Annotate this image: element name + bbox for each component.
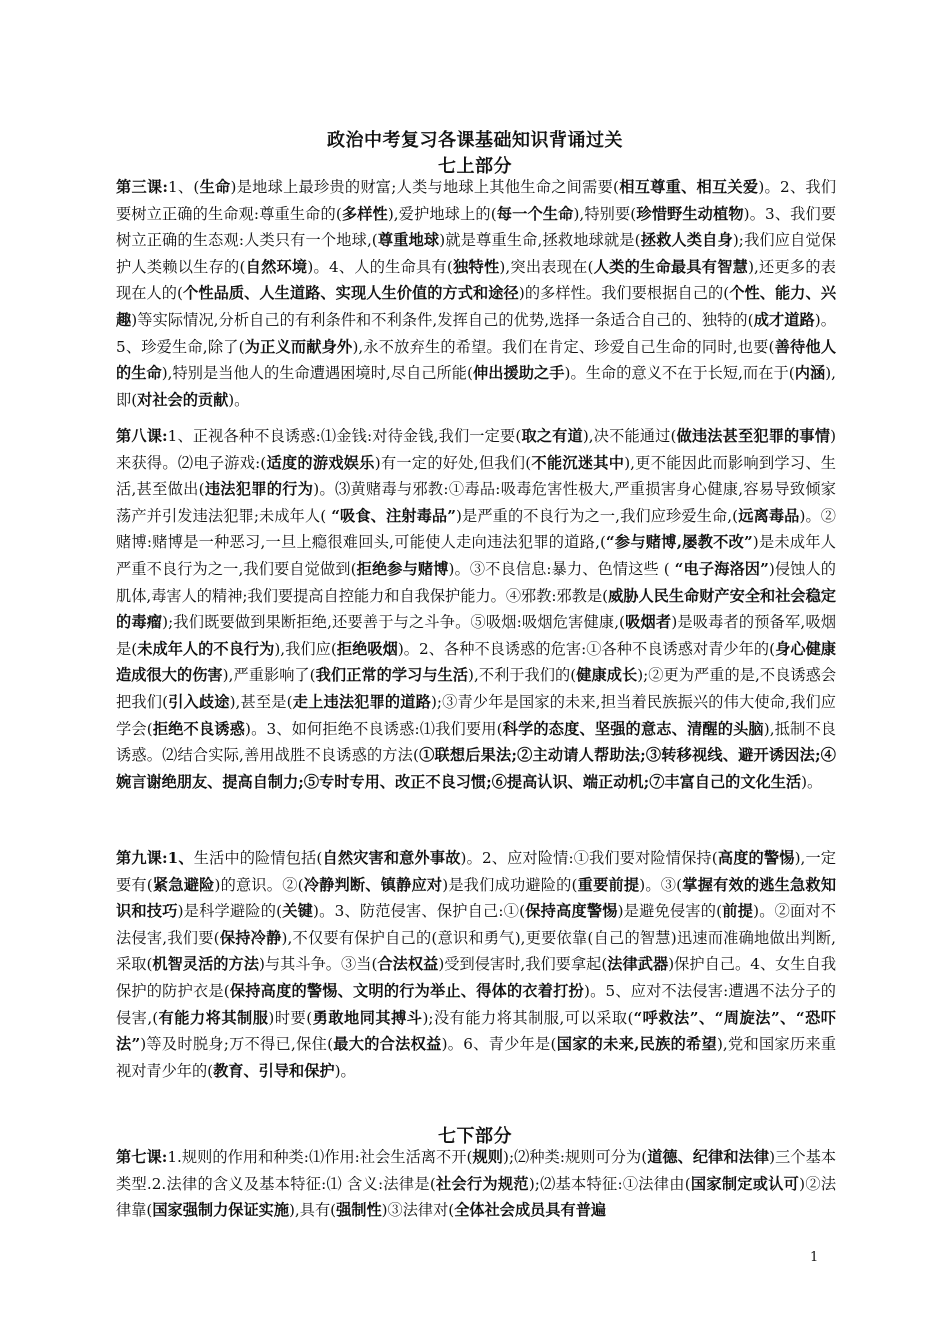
bold-text-run: 生命 <box>199 178 231 196</box>
text-run: )。③不良信息:暴力、色情这些 ( <box>448 559 675 578</box>
bold-text-run: 道德、纪律和法律 <box>647 1148 770 1166</box>
bold-text-run: 规则 <box>472 1148 504 1166</box>
bold-text-run: 自然环境 <box>245 257 308 276</box>
bold-text-run: 第七课: <box>116 1148 168 1166</box>
text-run: )。②赌博:赌博是一种恶习,一旦上瘾很难回头,可能使人走向违法犯罪的道路,( <box>116 506 836 552</box>
paragraph-lesson-7 <box>116 1144 836 1224</box>
text-run: 1、正视各种不良诱惑:⑴金钱:对待金钱,我们一定要( <box>167 427 522 445</box>
bold-text-run: 科学的态度、坚强的意志、清醒的头脑 <box>502 719 764 738</box>
bold-text-run: 个性、能力、兴趣 <box>116 284 837 329</box>
text-run: 1.规则的作用和种类:⑴作用:社会生活离不开( <box>167 1148 473 1166</box>
bold-text-run: 保持高度的警惕、文明的行为举止、得体的衣着打扮 <box>229 981 584 1000</box>
text-run: 1、( <box>167 178 200 196</box>
text-run: ),党和国家历来重视对青少年的( <box>116 1035 837 1080</box>
text-run: ),还更多的表现在人的( <box>116 257 836 303</box>
bold-text-run: 做违法甚至犯罪的事情 <box>676 427 831 445</box>
text-run: )。 <box>334 1061 356 1080</box>
bold-text-run: 人类的生命最具有智慧 <box>593 257 749 276</box>
bold-text-run: 每一个生命 <box>496 204 574 223</box>
text-run: )。3、防范侵害、保护自己:①( <box>313 902 526 921</box>
bold-text-run: 保持高度警惕 <box>525 902 618 921</box>
paragraph-lesson-3 <box>116 174 836 413</box>
bold-text-run: 威胁人民生命财产安全和社会稳定的毒瘤 <box>116 586 836 632</box>
bold-text-run: 远离毒品 <box>738 506 800 525</box>
text-run: )是严重的不良行为之一,我们应珍爱生命,( <box>455 506 739 525</box>
bold-text-run: 不能沉迷其中 <box>531 453 625 472</box>
text-run: )。③( <box>639 875 683 894</box>
bold-text-run: 拯救人类自身 <box>640 231 733 250</box>
text-run: ),永不放弃生的希望。我们在肯定、珍爱自己生命的同时,也要( <box>352 337 775 356</box>
bold-text-run: 为正义而献身外 <box>244 337 353 356</box>
text-run: )是科学避险的( <box>177 902 283 921</box>
text-run: )的意识。②( <box>214 875 304 894</box>
bold-text-run: ①联想后果法;②主动请人帮助法;③转移视线、避开诱因法;④婉言谢绝朋友、提高自制力;⑤专时专用、改正不良习惯;⑥提高认识、端正动机;⑦丰富自己的文化生活 <box>116 746 836 791</box>
bold-text-run: 多样性 <box>341 204 388 223</box>
text-run: )。2、各种不良诱惑的危害:①各种不良诱惑对青少年的( <box>397 639 776 658</box>
text-run: )②法律靠( <box>116 1174 837 1220</box>
text-run: ),不利于我们的( <box>468 666 577 685</box>
bold-text-run: 吸烟者 <box>624 613 672 632</box>
text-run: )侵蚀人的肌体,毒害人的精神;我们要提高自控能力和自我保护能力。④邪教:邪教是( <box>116 559 836 605</box>
bold-text-run: 引入歧途 <box>168 692 230 711</box>
text-run: )③法律对( <box>381 1201 455 1220</box>
bold-text-run: 高度的警惕 <box>717 849 795 867</box>
text-run: )与其斗争。③当( <box>258 955 378 974</box>
bold-text-run: 关键 <box>282 902 314 921</box>
bold-text-run: 成才道路 <box>753 310 815 329</box>
bold-text-run: 走上违法犯罪的道路 <box>292 692 431 711</box>
bold-text-run: 相互尊重、相互关爱 <box>618 178 759 196</box>
text-run: ),特别是当他人的生命遭遇困境时,尽自己所能( <box>161 364 473 383</box>
text-run: )是未成年人严重不良行为之一,我们要自觉做到( <box>116 533 836 578</box>
bold-text-run: 第八课: <box>116 427 168 445</box>
text-run: );⑵基本特征:①法律由( <box>528 1174 691 1193</box>
bold-text-run: 保持冷静 <box>219 928 282 947</box>
bold-text-run: 未成年人的不良行为 <box>137 639 275 658</box>
text-run: ),抵制不良诱惑。⑵结合实际,善用战胜不良诱惑的方法( <box>116 719 836 765</box>
text-run: )。3、如何拒绝不良诱惑:⑴我们要用( <box>244 719 503 738</box>
text-run: )有一定的好处,但我们( <box>374 453 532 472</box>
text-run: );我们既要做到果断拒绝,还要善于与之斗争。⑤吸烟:吸烟危害健康,( <box>162 613 625 632</box>
text-run: )保护自己。4、女生自我保护的防护衣是( <box>116 955 837 1000</box>
bold-text-run: “电子海洛因” <box>674 559 769 578</box>
text-run: )时要( <box>268 1008 313 1027</box>
text-run: ),即( <box>116 364 837 409</box>
bold-text-run: 教育、引导和保护 <box>213 1061 335 1080</box>
bold-text-run: 独特性 <box>452 257 500 276</box>
bold-text-run: 社会行为规范 <box>435 1174 529 1193</box>
bold-text-run: 合法权益 <box>377 955 439 974</box>
text-run: );没有能力将其制服,可以采取( <box>422 1008 634 1027</box>
bold-text-run: 取之有道 <box>521 427 583 445</box>
bold-text-run: 伸出援助之手 <box>472 364 565 383</box>
bold-text-run: 重要前提 <box>577 875 640 894</box>
bold-text-run: 国家的未来,民族的希望 <box>556 1035 717 1054</box>
bold-text-run: 全体社会成员具有普遍 <box>454 1201 607 1220</box>
text-run: )。2、我们要树立正确的生命观:尊重生命的( <box>116 178 837 223</box>
text-run: ),我们应( <box>274 639 337 658</box>
text-run: )。3、我们要树立正确的生态观:人类只有一个地球,( <box>116 204 837 250</box>
text-run: )就是尊重生命,拯救地球就是( <box>439 231 641 250</box>
bold-text-run: 冷静判断、镇静应对 <box>303 875 443 894</box>
text-run: ),甚至是( <box>229 692 293 711</box>
bold-text-run: “参与赌博,屡教不改” <box>605 533 753 552</box>
bold-text-run: 内涵 <box>794 364 826 383</box>
bold-text-run: 健康成长 <box>576 666 638 685</box>
text-run: )。 <box>801 772 823 791</box>
text-run: )。2、应对险情:①我们要对险情保持( <box>460 849 718 867</box>
bold-text-run: 适度的游戏娱乐 <box>266 453 375 472</box>
bold-text-run: 法律武器 <box>607 955 669 974</box>
bold-text-run: 对社会的贡献 <box>137 390 229 409</box>
bold-text-run: 珍惜野生动植物 <box>636 204 744 223</box>
bold-text-run: 前提 <box>722 902 754 921</box>
text-run: )三个基本类型.2.法律的含义及基本特征:⑴ 含义:法律是( <box>116 1148 837 1193</box>
bold-text-run: 我们正常的学习与生活 <box>315 666 469 685</box>
text-run: )受到侵害时,我们要拿起( <box>438 955 608 974</box>
bold-text-run: 掌握有效的逃生急救知识和技巧 <box>116 875 837 921</box>
text-run: )是避免侵害的( <box>617 902 723 921</box>
paragraph-lesson-9 <box>116 845 836 1084</box>
bold-text-run: 第三课: <box>116 178 168 196</box>
text-run: );③青少年是国家的未来,担当着民族振兴的伟大使命,我们应学会( <box>116 692 836 738</box>
text-run: )。 <box>228 390 250 409</box>
bold-text-run: 拒绝不良诱惑 <box>152 719 245 738</box>
text-run: )。6、青少年是( <box>441 1035 557 1054</box>
text-run: 生活中的险情包括( <box>193 849 323 867</box>
text-run: );我们应自觉保护人类赖以生存的( <box>116 231 837 276</box>
text-run: ),不仅要有保护自己的(意识和勇气),更要依靠(自己的智慧)迅速而准确地做出判断,采取( <box>116 928 837 974</box>
bold-text-run: 国家制定或认可 <box>690 1174 800 1193</box>
text-run: ),具有( <box>289 1201 337 1220</box>
bold-text-run: 第九课:1、 <box>116 849 194 867</box>
bold-text-run: 国家强制力保证实施 <box>152 1201 289 1220</box>
text-run: ),严重影响了( <box>222 666 316 685</box>
bold-text-run: “呼救法”、“周旋法”、“恐吓法” <box>116 1008 836 1054</box>
text-run: )。4、人的生命具有( <box>307 257 453 276</box>
bold-text-run: 尊重地球 <box>377 231 440 250</box>
bold-text-run: 有能力将其制服 <box>158 1008 269 1027</box>
text-run: )。5、应对不法侵害:遭遇不法分子的侵害,( <box>116 981 836 1027</box>
bold-text-run: 紧急避险 <box>152 875 215 894</box>
text-run: )的多样性。我们要根据自己的( <box>518 284 730 303</box>
document-title: 政治中考复习各课基础知识背诵过关 <box>327 130 623 151</box>
text-run: )是地球上最珍贵的财富;人类与地球上其他生命之间需要( <box>230 178 619 196</box>
bold-text-run: 拒绝吸烟 <box>336 639 398 658</box>
bold-text-run: “吸食、注射毒品” <box>331 506 456 525</box>
text-run: )。⑶黄赌毒与邪教:①毒品:吸毒危害性极大,严重损害身心健康,容易导致倾家荡产并引发违法犯罪;未成年人( <box>116 480 836 525</box>
bold-text-run: 强制性 <box>336 1201 382 1220</box>
bold-text-run: 自然灾害和意外事故 <box>322 849 461 867</box>
text-run: )是吸毒者的预备军,吸烟是( <box>116 613 837 658</box>
text-run: ),爱护地球上的( <box>387 204 497 223</box>
paragraph-lesson-8 <box>116 423 836 795</box>
bold-text-run: 违法犯罪的行为 <box>204 480 314 499</box>
bold-text-run: 机智灵活的方法 <box>152 955 259 974</box>
bold-text-run: 身心健康造成很大的伤害 <box>116 639 836 685</box>
text-run: )来获得。⑵电子游戏:( <box>116 427 837 472</box>
text-run: )等实际情况,分析自己的有利条件和不利条件,发挥自己的优势,选择一条适合自己的、独特的( <box>131 310 754 329</box>
bold-text-run: 个性品质、人生道路、实现人生价值的方式和途径 <box>182 284 519 303</box>
text-run: )。②面对不法侵害,我们要( <box>116 902 837 947</box>
text-run: )。生命的意义不在于长短,而在于( <box>564 364 795 383</box>
text-run: ),特别要( <box>573 204 637 223</box>
text-run: )是我们成功避险的( <box>442 875 578 894</box>
bold-text-run: 善待他人的生命 <box>116 337 837 383</box>
text-run: ),一定要有( <box>116 849 836 894</box>
section-heading-grade7-second: 七下部分 <box>438 1126 512 1147</box>
text-run: ),突出表现在( <box>499 257 594 276</box>
text-run: )等及时脱身;万不得已,保住( <box>140 1035 333 1054</box>
bold-text-run: 勇敢地同其搏斗 <box>312 1008 423 1027</box>
section-heading-grade7-first: 七上部分 <box>438 156 512 177</box>
text-run: ),更不能因此而影响到学习、生活,甚至做出( <box>116 453 836 499</box>
page-number: 1 <box>810 1250 819 1265</box>
bold-text-run: 最大的合法权益 <box>333 1035 442 1054</box>
bold-text-run: 拒绝参与赌博 <box>356 559 449 578</box>
text-run: );⑵种类:规则可分为( <box>503 1148 648 1166</box>
text-run: );②更为严重的是,不良诱惑会把我们( <box>116 666 837 711</box>
text-run: ),决不能通过( <box>582 427 677 445</box>
text-run: )。5、珍爱生命,除了( <box>116 310 836 356</box>
